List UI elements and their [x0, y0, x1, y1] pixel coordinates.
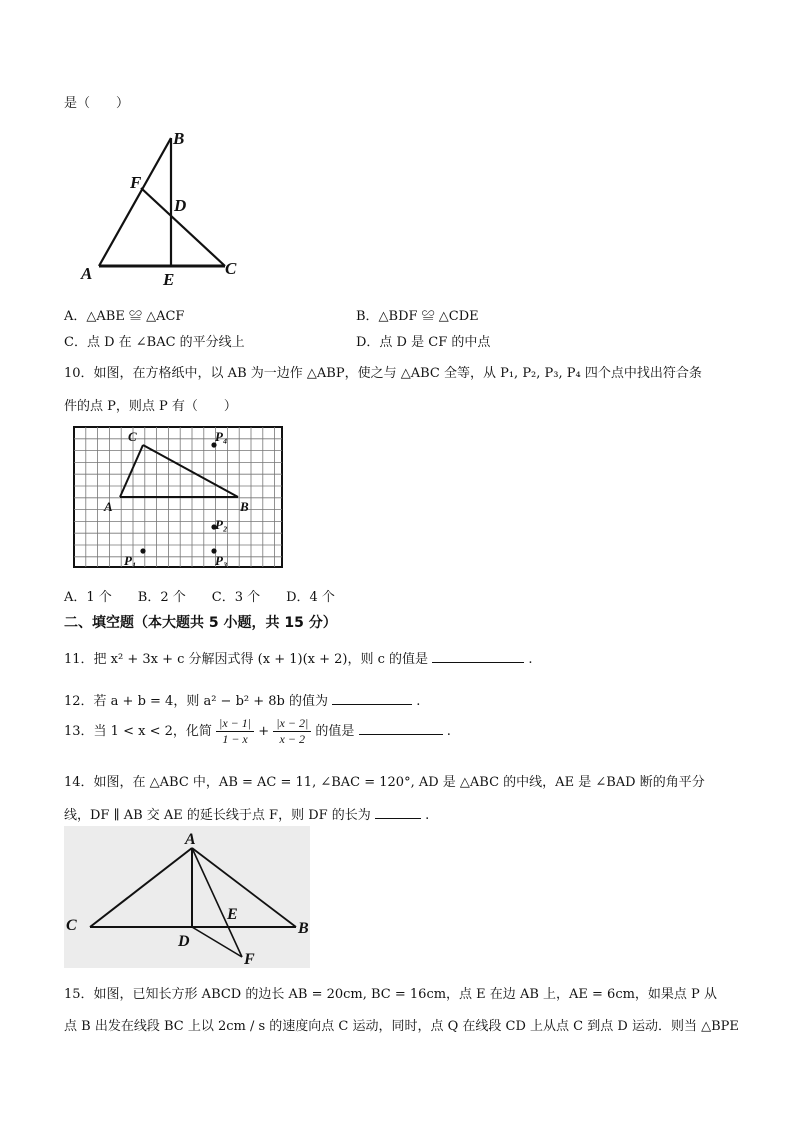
- q10-label-a: A: [104, 499, 113, 514]
- q14-label-c: C: [66, 917, 77, 934]
- section2-title: 二、填空题（本大题共 5 小题，共 15 分）: [64, 615, 337, 631]
- q12: [64, 690, 420, 709]
- q9-stem-tail: 是（ ）: [64, 96, 130, 111]
- q9-line-ab: [99, 138, 171, 266]
- q9-label-e: E: [163, 270, 175, 289]
- q9-option-b: B．△BDF ≌ △CDE: [356, 309, 479, 324]
- q13-plus: +: [258, 724, 270, 739]
- q12-answer-blank[interactable]: [332, 692, 412, 705]
- q10-options: A．1 个 B．2 个 C．3 个 D．4 个: [64, 590, 335, 605]
- q10-label-c: C: [128, 429, 137, 444]
- q13-answer-blank[interactable]: [359, 722, 443, 735]
- q13-frac2-numerator: |x − 2|: [273, 716, 311, 732]
- q11-answer-blank[interactable]: [432, 650, 524, 663]
- q14-line2: 线，DF ∥ AB 交 AE 的延长线于点 F，则 DF 的长为: [64, 808, 371, 823]
- q14-label-a: A: [185, 831, 196, 848]
- q10-label-p4: P₄: [215, 429, 228, 444]
- q9-option-c: C．点 D 在 ∠BAC 的平分线上: [64, 335, 245, 350]
- q13-fraction-2: [273, 716, 311, 747]
- q10-label-p3: P₃: [215, 553, 228, 568]
- q14-end: .: [425, 808, 430, 823]
- q10-line2: 件的点 P，则点 P 有（ ）: [64, 399, 237, 414]
- q14-figure: [64, 826, 310, 968]
- q11-text: 11．把 x² + 3x + c 分解因式得 (x + 1)(x + 2)，则 c 的值是: [64, 652, 429, 667]
- q14-label-f: F: [244, 951, 255, 968]
- q13-frac1-denominator: 1 − x: [222, 732, 248, 746]
- q9-label-c: C: [225, 259, 237, 278]
- q9-label-b: B: [173, 129, 185, 148]
- q9-option-a: A．△ABE ≌ △ACF: [64, 309, 185, 324]
- q14-label-e: E: [227, 906, 238, 923]
- q13-frac2-denominator: x − 2: [279, 732, 305, 746]
- q10-grid-figure: [72, 425, 286, 573]
- q14-line1: 14．如图，在 △ABC 中，AB = AC = 11, ∠BAC = 120°, AD 是 △ABC 的中线，AE 是 ∠BAD 断的角平分: [64, 775, 705, 790]
- q13-fraction-1: [216, 716, 254, 747]
- q13-frac1-numerator: |x − 1|: [216, 716, 254, 732]
- q14-line2-wrap: [64, 804, 429, 823]
- q11: [64, 648, 532, 667]
- q13: [64, 716, 451, 747]
- q9-option-d: D．点 D 是 CF 的中点: [356, 335, 491, 350]
- q13-end: .: [446, 724, 451, 739]
- q15-line2: 点 B 出发在线段 BC 上以 2cm / s 的速度向点 C 运动，同时，点 Q 在线段 CD 上从点 C 到点 D 运动．则当 △BPE: [64, 1019, 739, 1034]
- q11-end: .: [528, 652, 533, 667]
- q14-label-b: B: [298, 920, 309, 937]
- q10-line1: 10．如图，在方格纸中，以 AB 为一边作 △ABP，使之与 △ABC 全等，从 P₁, P₂, P₃, P₄ 四个点中找出符合条: [64, 366, 702, 381]
- q10-label-b: B: [240, 499, 249, 514]
- q10-label-p2: P₂: [215, 517, 228, 532]
- q10-point-p1: [140, 548, 145, 553]
- q12-text: 12．若 a + b = 4，则 a² − b² + 8b 的值为: [64, 694, 328, 709]
- q9-label-d: D: [174, 196, 187, 215]
- q13-prefix: 13．当 1 < x < 2，化简: [64, 724, 212, 739]
- q15-line1: 15．如图，已知长方形 ABCD 的边长 AB = 20cm, BC = 16cm，点 E 在边 AB 上，AE = 6cm，如果点 P 从: [64, 987, 717, 1002]
- q12-end: .: [416, 694, 421, 709]
- q13-suffix: 的值是: [315, 724, 355, 739]
- q10-label-p1: P₁: [124, 553, 137, 568]
- q9-label-a: A: [81, 264, 93, 283]
- q14-answer-blank[interactable]: [375, 806, 421, 819]
- q14-label-d: D: [178, 933, 190, 950]
- q9-figure: [75, 122, 255, 292]
- q9-label-f: F: [130, 173, 142, 192]
